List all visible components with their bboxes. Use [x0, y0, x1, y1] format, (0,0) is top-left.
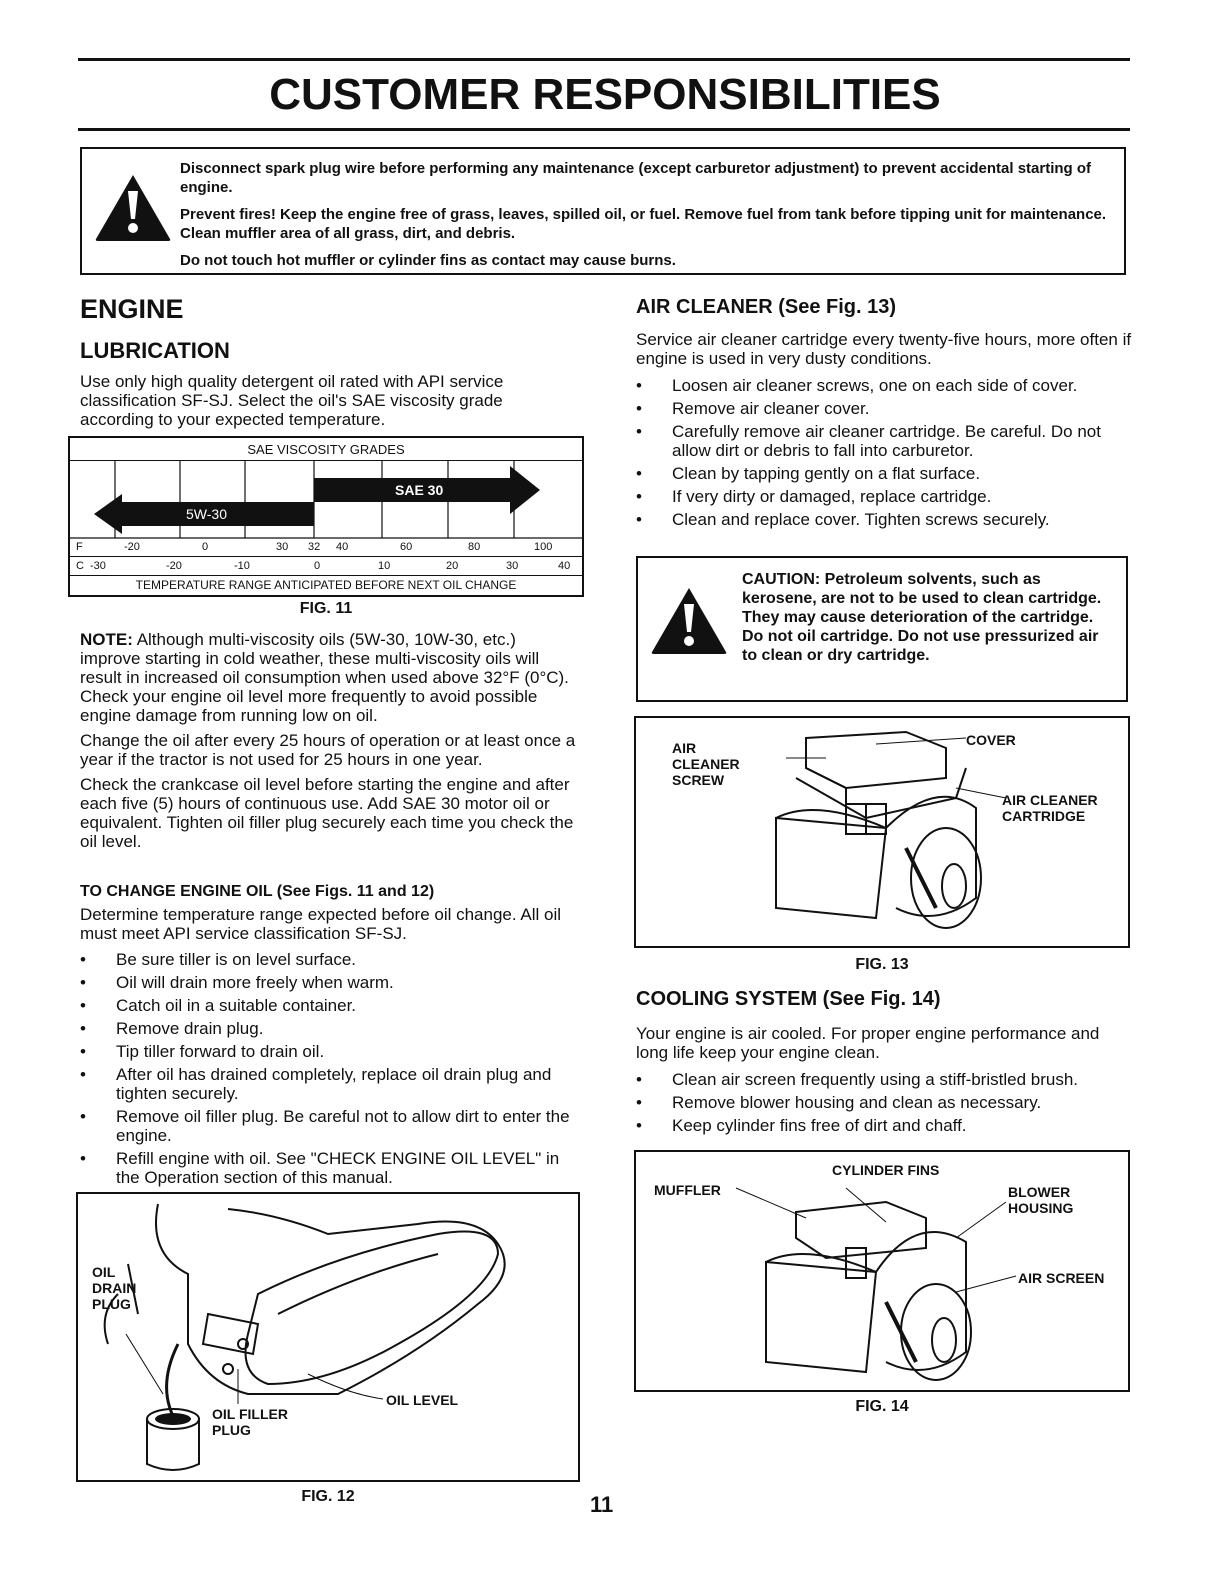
change-oil-intro: Determine temperature range expected before oil change. All oil must meet API service classification SF-SJ.	[80, 905, 562, 943]
f-tick-2: 30	[276, 541, 289, 553]
fig12-illustration	[76, 1192, 580, 1482]
fig13-illustration	[634, 716, 1130, 948]
list-item: • Remove blower housing and clean as necessary.	[636, 1093, 1136, 1112]
oil-level-label: OIL LEVEL	[386, 1392, 459, 1408]
fig11-caption: FIG. 11	[299, 600, 353, 617]
cylinder-fins-label: CYLINDER FINS	[832, 1162, 940, 1178]
list-item: • Loosen air cleaner screws, one on each side of cover.	[636, 376, 1136, 395]
list-item: • Clean air screen frequently using a stiff-bristled brush.	[636, 1070, 1136, 1089]
note-label: NOTE:	[80, 630, 133, 649]
fig14-illustration	[634, 1150, 1130, 1392]
list-item: • Remove drain plug.	[80, 1019, 580, 1038]
air-cleaner-intro: Service air cleaner cartridge every twenty-five hours, more often if engine is used in very dusty conditions.	[636, 330, 1132, 368]
list-item: • After oil has drained completely, replace oil drain plug and tighten securely.	[80, 1065, 580, 1103]
cooling-system-heading: COOLING SYSTEM (See Fig. 14)	[636, 988, 941, 1010]
check-oil-paragraph: Check the crankcase oil level before starting the engine and after each five (5) hours of continuous use. Add SAE 30 motor oil or equivalent. Tighten oil filler plug securely each time you check the oil level.	[80, 775, 574, 851]
air-cleaner-heading: AIR CLEANER (See Fig. 13)	[636, 296, 897, 318]
f-tick-5: 60	[400, 541, 413, 553]
viscosity-chart-title: SAE VISCOSITY GRADES	[247, 442, 405, 457]
sae30-label: SAE 30	[395, 482, 444, 498]
warning-triangle-icon	[648, 584, 730, 656]
list-item: • Clean by tapping gently on a flat surface.	[636, 464, 1136, 483]
cooling-intro: Your engine is air cooled. For proper engine performance and long life keep your engine clean.	[636, 1024, 1100, 1062]
f-tick-1: 0	[202, 541, 209, 553]
c-scale-label: C	[76, 560, 84, 572]
c-tick-5: 20	[446, 560, 459, 572]
f-tick-3: 32	[308, 541, 321, 553]
c-tick-2: -10	[234, 560, 250, 572]
air-cleaner-steps	[636, 376, 1136, 533]
air-cleaner-cartridge-label: AIR CLEANER CARTRIDGE	[1002, 792, 1098, 824]
fig13-caption: FIG. 13	[855, 956, 909, 973]
f-tick-6: 80	[468, 541, 481, 553]
warning-line-3: Do not touch hot muffler or cylinder fins as contact may cause burns.	[180, 252, 676, 269]
note-paragraph	[80, 630, 580, 725]
page-title: CUSTOMER RESPONSIBILITIES	[269, 70, 941, 119]
list-item: • Tip tiller forward to drain oil.	[80, 1042, 580, 1061]
engine-notes	[80, 630, 580, 857]
cover-label: COVER	[966, 732, 1016, 748]
list-item: • Remove air cleaner cover.	[636, 399, 1136, 418]
air-cleaner-screw-label: AIR CLEANER SCREW	[672, 740, 740, 788]
lubrication-intro: Use only high quality detergent oil rated with API service classification SF-SJ. Select the oil's SAE viscosity grade according to your expected temperature.	[80, 372, 504, 429]
safety-warning-box	[80, 147, 1126, 275]
list-item: • Catch oil in a suitable container.	[80, 996, 580, 1015]
title-underline	[78, 128, 1130, 131]
c-tick-6: 30	[506, 560, 519, 572]
c-tick-7: 40	[558, 560, 571, 572]
list-item: • Carefully remove air cleaner cartridge. Be careful. Do not allow dirt or debris to fall into carburetor.	[636, 422, 1136, 460]
air-screen-label: AIR SCREEN	[1018, 1270, 1105, 1286]
oil-filler-plug-label: OIL FILLER PLUG	[212, 1406, 288, 1438]
viscosity-bars	[70, 460, 582, 556]
cooling-steps	[636, 1070, 1136, 1139]
f-scale-label: F	[76, 541, 83, 553]
fig14-caption: FIG. 14	[855, 1398, 909, 1415]
list-item: • Keep cylinder fins free of dirt and chaff.	[636, 1116, 1136, 1135]
list-item: • Clean and replace cover. Tighten screws securely.	[636, 510, 1136, 529]
list-item: • If very dirty or damaged, replace cartridge.	[636, 487, 1136, 506]
blower-housing-label: BLOWER HOUSING	[1008, 1184, 1074, 1216]
viscosity-chart-footer: TEMPERATURE RANGE ANTICIPATED BEFORE NEXT OIL CHANGE	[135, 578, 517, 592]
f-tick-7: 100	[534, 541, 553, 553]
change-oil-steps	[80, 950, 580, 1191]
change-oil-heading: TO CHANGE ENGINE OIL (See Figs. 11 and 12)	[80, 883, 435, 900]
5w30-label: 5W-30	[186, 506, 227, 522]
caution-text: CAUTION: Petroleum solvents, such as kerosene, are not to be used to clean cartridge. They may cause deterioration of the cartridge. Do not oil cartridge. Do not use pressurized air to clean or dry cartridge.	[742, 571, 1102, 664]
warning-line-2: Prevent fires! Keep the engine free of grass, leaves, spilled oil, or fuel. Remove fuel from tank before tipping unit for maintenance. Clean muffler area of all grass, dirt, and debris.	[180, 206, 1107, 242]
top-rule	[78, 58, 1130, 61]
change-oil-paragraph: Change the oil after every 25 hours of operation or at least once a year if the tractor is not used for 25 hours in one year.	[80, 731, 576, 769]
viscosity-chart	[68, 436, 584, 597]
c-tick-3: 0	[314, 560, 321, 572]
lubrication-heading: LUBRICATION	[80, 338, 230, 363]
oil-drain-drawing	[78, 1194, 578, 1480]
list-item: • Refill engine with oil. See "CHECK ENGINE OIL LEVEL" in the Operation section of this manual.	[80, 1149, 580, 1187]
warning-line-1: Disconnect spark plug wire before performing any maintenance (except carburetor adjustment) to prevent accidental starting of engine.	[180, 160, 1092, 196]
f-tick-4: 40	[336, 541, 349, 553]
list-item: • Be sure tiller is on level surface.	[80, 950, 580, 969]
f-tick-0: -20	[124, 541, 140, 553]
c-tick-0: -30	[90, 560, 106, 572]
c-tick-4: 10	[378, 560, 391, 572]
engine-heading: ENGINE	[80, 294, 184, 324]
page-number: 11	[590, 1492, 614, 1517]
warning-triangle-icon	[92, 171, 174, 243]
fig12-caption: FIG. 12	[301, 1488, 355, 1505]
muffler-label: MUFFLER	[654, 1182, 721, 1198]
list-item: • Oil will drain more freely when warm.	[80, 973, 580, 992]
note-text: Although multi-viscosity oils (5W-30, 10W-30, etc.) improve starting in cold weather, these multi-viscosity oils will result in increased oil consumption when used above 32°F (0°C). Check your engine oil level more frequently to avoid possible engine damage from running low on oil.	[80, 630, 569, 725]
list-item: • Remove oil filler plug. Be careful not to allow dirt to enter the engine.	[80, 1107, 580, 1145]
c-tick-1: -20	[166, 560, 182, 572]
oil-drain-plug-label: OIL DRAIN PLUG	[92, 1264, 137, 1312]
caution-box	[636, 556, 1128, 702]
